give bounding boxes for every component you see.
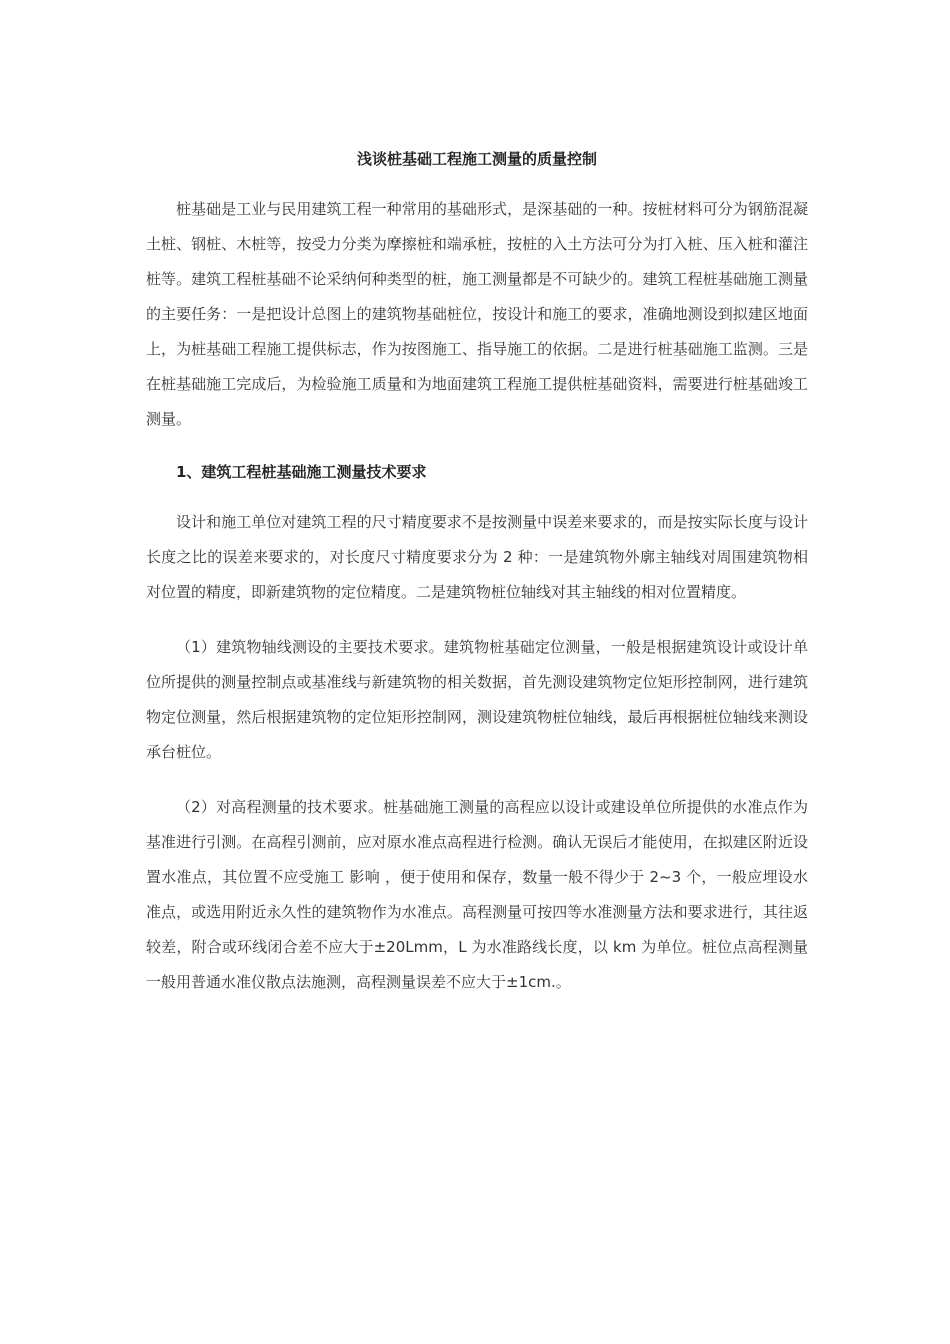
spacer [146, 485, 808, 505]
document-title: 浅谈桩基础工程施工测量的质量控制 [356, 150, 597, 168]
intro-paragraph: 桩基础是工业与民用建筑工程一种常用的基础形式，是深基础的一种。按桩材料可分为钢筋混凝土桩、钢桩、木桩等，按受力分类为摩擦桩和端承桩，按桩的入土方法可分为打入桩、压入桩和灌注桩等。建筑工程桩基础不论采纳何种类型的桩，施工测量都是不可缺少的。建筑工程桩基础施工测量的主要任务：一是把设计总图上的建筑物基础桩位，按设计和施工的要求，准确地测设到拟建区地面上，为桩基础工程施工提供标志，作为按图施工、指导施工的依据。二是进行桩基础施工监测。三是在桩基础施工完成后，为检验施工质量和为地面建筑工程施工提供桩基础资料，需要进行桩基础竣工测量。 [146, 200, 808, 428]
spacer [146, 437, 808, 459]
document-body [146, 146, 808, 1000]
section-heading-1: 1、建筑工程桩基础施工测量技术要求 [176, 463, 427, 481]
spacer [146, 770, 808, 790]
section-1-paragraph: 设计和施工单位对建筑工程的尺寸精度要求不是按测量中误差来要求的，而是按实际长度与设计长度之比的误差来要求的，对长度尺寸精度要求分为 2 种：一是建筑物外廓主轴线对周围建筑物相对位置的精度，即新建筑物的定位精度。二是建筑物桩位轴线对其主轴线的相对位置精度。 [146, 513, 808, 601]
item-2-paragraph: （2）对高程测量的技术要求。桩基础施工测量的高程应以设计或建设单位所提供的水准点作为基准进行引测。在高程引测前，应对原水准点高程进行检测。确认无误后才能使用，在拟建区附近设置水准点，其位置不应受施工 影响 ，便于使用和保存，数量一般不得少于 2~3 个，一般应埋设水准点，或选用附近永久性的建筑物作为水准点。高程测量可按四等水准测量方法和要求进行，其往返较差，附合或环线闭合差不应大于±20Lmm，L 为水准路线长度，以 km 为单位。桩位点高程测量一般用普通水准仪散点法施测，高程测量误差不应大于±1cm.。 [146, 798, 808, 991]
spacer [146, 610, 808, 630]
item-1-paragraph: （1）建筑物轴线测设的主要技术要求。建筑物桩基础定位测量，一般是根据建筑设计或设计单位所提供的测量控制点或基准线与新建筑物的相关数据，首先测设建筑物定位矩形控制网，进行建筑物定位测量，然后根据建筑物的定位矩形控制网，测设建筑物桩位轴线，最后再根据桩位轴线来测设承台桩位。 [146, 638, 808, 761]
